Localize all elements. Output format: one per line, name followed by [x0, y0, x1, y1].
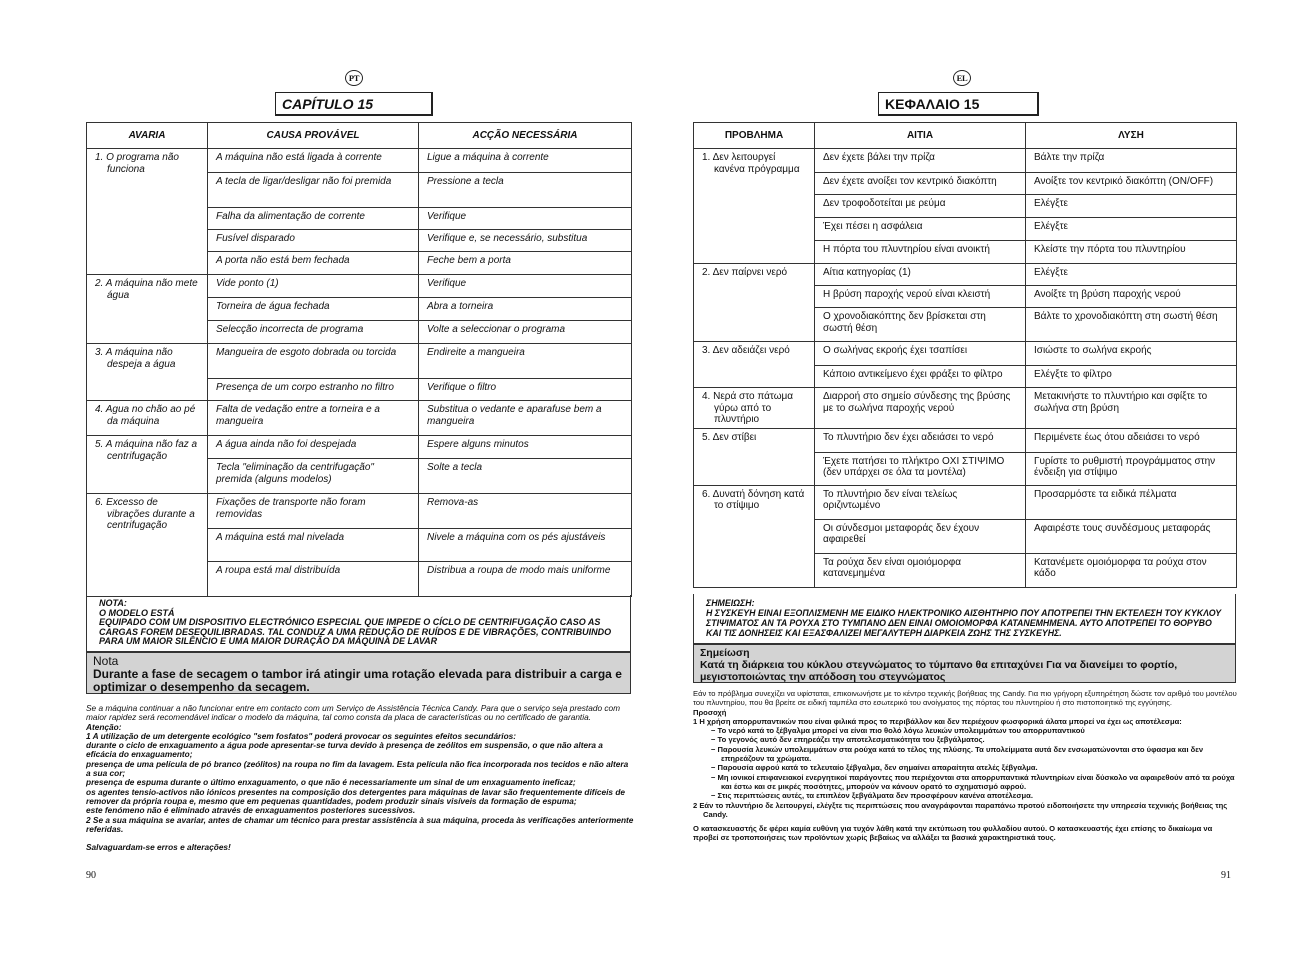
problem-label: 5. A máquina não faz a centrifugação	[95, 439, 198, 462]
cause-cell: Η βρύση παροχής νερού είναι κλειστή	[815, 286, 1026, 308]
action-cell: Κλείστε την πόρτα του πλυντηρίου	[1026, 241, 1237, 264]
page-number: 90	[86, 870, 96, 881]
action-cell: Remova-as	[419, 494, 632, 529]
cause-cell: Torneira de água fechada	[208, 298, 419, 321]
footer-text-el	[693, 689, 1238, 843]
footer-paragraph: os agentes tensio-activos não iónicos presentes na composição dos detergentes para máquinas de lavar são frequentemente difíceis de remover da própria roupa e, mesmo que em pequenas quantidades, podem produzir sinais visíveis da formação de espuma;	[86, 786, 626, 806]
problem-label: 5. Δεν στίβει	[702, 431, 757, 443]
note-text: Κατά τη διάρκεια του κύκλου στεγνώματος το τύμπανο θα επιταχύνει Για να διανείμει το φορτίο, μεγιστοποιώντας την απόδοση του στεγνώματος	[700, 659, 1178, 683]
column-header-problem: ΠΡΟΒΛΗΜΑ	[694, 123, 815, 149]
footer-bullet: − Μη ιονικοί επιφανειακοί ενεργητικοί παράγοντες που περιέχονται στα απορρυπαντικά πλυντηρίων είναι δύσκολο να αφαιρεθούν από τα ρούχα και έστω και σε μικρές ποσότητες, μπορούν να κάνουν ορατό το σχηματισμό αφρού.	[711, 772, 1235, 791]
troubleshooting-table-el	[693, 122, 1237, 588]
problem-cell	[694, 388, 815, 429]
cause-cell: Το πλυντήριο δεν είναι τελείως οριζιντωμένο	[815, 485, 1026, 519]
action-cell: Ανοίξτε τον κεντρικό διακόπτη (ON/OFF)	[1026, 173, 1237, 195]
action-cell: Περιμένετε έως ότου αδειάσει το νερό	[1026, 428, 1237, 452]
cause-cell: Οι σύνδεσμοι μεταφοράς δεν έχουν αφαιρεθεί	[815, 519, 1026, 553]
action-cell: Βάλτε το χρονοδιακόπτη στη σωστή θέση	[1026, 308, 1237, 342]
footer-paragraph: 2 Se a sua máquina se avariar, antes de chamar um técnico para prestar assistência à sua máquina, proceda às verificações anteriormente referidas.	[86, 814, 634, 834]
nota-line: Η ΣΥΣΚΕΥΗ ΕΙΝΑΙ ΕΞΟΠΛΙΣΜΕΝΗ ΜΕ ΕΙΔΙΚΟ ΗΛΕΚΤΡΟΝΙΚΟ ΑΙΣΘΗΤΗΡΙΟ ΠΟΥ ΑΠΟΤΡΕΠΕΙ ΤΗΝ ΕΚΤΕΛΕΣΗ ΤΟΥ ΚΥΚΛΟΥ ΣΤΙΨΙΜΑΤΟΣ ΑΝ ΤΑ ΡΟΥΧΑ ΣΤΟ ΤΥΜΠΑΝΟ ΔΕΝ ΕΙΝΑΙ ΟΜΟΙΟΜΟΡΦΑ ΚΑΤΑΝΕΜΗΜΕΝΑ. ΑΥΤΟ ΑΠΟΤΡΕΠΕΙ ΤΟ ΘΟΡΥΒΟ ΚΑΙ ΤΙΣ ΔΟΝΗΣΕΙΣ ΚΑΙ ΕΞΑΣΦΑΛΙΖΕΙ ΜΕΓΑΛΥΤΕΡΗ ΔΙΑΡΚΕΙΑ ΖΩΗΣ ΤΗΣ ΣΥΣΚΕΥΗΣ.	[706, 608, 1222, 638]
drying-note-pt	[86, 651, 631, 694]
note-title: Nota	[93, 654, 119, 668]
cause-cell: Falha da alimentação de corrente	[208, 208, 419, 230]
action-cell: Κατανέμετε ομοιόμορφα τα ρούχα στον κάδο	[1026, 553, 1237, 587]
cause-cell: Presença de um corpo estranho no filtro	[208, 379, 419, 401]
problem-cell	[694, 428, 815, 485]
chapter-title-pt: CAPÍTULO 15	[275, 92, 433, 116]
column-header-action: ΛΥΣΗ	[1026, 123, 1237, 149]
cause-cell: A porta não está bem fechada	[208, 252, 419, 275]
cause-cell: A tecla de ligar/desligar não foi premida	[208, 173, 419, 208]
cause-cell: Διαρροή στο σημείο σύνδεσης της βρύσης με το σωλήνα παροχής νερού	[815, 388, 1026, 429]
drying-note-el	[693, 643, 1236, 683]
cause-cell: Κάποιο αντικείμενο έχει φράξει το φίλτρο	[815, 366, 1026, 388]
cause-cell: Η πόρτα του πλυντηρίου είναι ανοικτή	[815, 241, 1026, 264]
column-header-cause: ΑΙΤΙΑ	[815, 123, 1026, 149]
cause-cell: Έχει πέσει η ασφάλεια	[815, 218, 1026, 241]
action-cell: Feche bem a porta	[419, 252, 632, 275]
problem-cell	[87, 149, 208, 275]
nota-heading: NOTA:	[99, 598, 127, 608]
cause-cell: Δεν έχετε βάλει την πρίζα	[815, 149, 1026, 173]
cause-cell: Falta de vedação entre a torneira e a mangueira	[208, 401, 419, 436]
problem-cell	[694, 149, 815, 264]
footer-paragraph: 2 Εάν το πλυντήριο δε λειτουργεί, ελέγξτε τις περιπτώσεις που αναγράφονται παραπάνω προτού ειδοποιήσετε την υπηρεσία τεχνικής βοήθειας της Candy.	[693, 800, 1228, 819]
cause-cell: Τα ρούχα δεν είναι ομοιόμορφα κατανεμημένα	[815, 553, 1026, 587]
action-cell: Ελέγξτε	[1026, 195, 1237, 218]
column-header-action: ACÇÃO NECESSÁRIA	[419, 123, 632, 149]
action-cell: Distribua a roupa de modo mais uniforme	[419, 562, 632, 597]
action-cell: Abra a torneira	[419, 298, 632, 321]
problem-label: 3. A máquina não despeja a água	[95, 347, 176, 370]
cause-cell: Αίτια κατηγορίας (1)	[815, 264, 1026, 286]
footer-bullet: − Το γεγονός αυτό δεν επηρεάζει την αποτελεσματικότητα του ξεβγάλματος.	[711, 735, 985, 745]
cause-cell: A máquina está mal nivelada	[208, 529, 419, 562]
nota-box-el	[693, 594, 1236, 644]
problem-label: 6. Δυνατή δόνηση κατά το στίψιμο	[702, 488, 805, 511]
footer-attention: Atenção:	[86, 721, 122, 732]
problem-label: 4. Agua no chão ao pé da máquina	[95, 404, 196, 427]
cause-cell: A água ainda não foi despejada	[208, 436, 419, 459]
action-cell: Προσαρμόστε τα ειδικά πέλματα	[1026, 485, 1237, 519]
table-row	[694, 342, 1237, 366]
table-row	[694, 428, 1237, 452]
cause-cell: Vide ponto (1)	[208, 275, 419, 298]
action-cell: Verifique e, se necessário, substitua	[419, 230, 632, 252]
table-row	[694, 485, 1237, 519]
cause-cell: Ο σωλήνας εκροής έχει τσαπίσει	[815, 342, 1026, 366]
table-row	[87, 275, 632, 298]
action-cell: Volte a seleccionar o programa	[419, 321, 632, 344]
cause-cell: Fusível disparado	[208, 230, 419, 252]
cause-cell: Fixações de transporte não foram removidas	[208, 494, 419, 529]
problem-label: 2. Δεν παίρνει νερό	[702, 267, 788, 278]
action-cell: Αφαιρέστε τους συνδέσμους μεταφοράς	[1026, 519, 1237, 553]
nota-line: O MODELO ESTÁ	[99, 607, 175, 618]
problem-label: 1. Δεν λειτουργεί κανένα πρόγραμμα	[702, 152, 800, 175]
problem-label: 4. Νερά στο πάτωμα γύρω από το πλυντήριο	[702, 391, 794, 425]
chapter-title-el: ΚΕΦΑΛΑΙΟ 15	[878, 92, 1039, 116]
cause-cell: Ο χρονοδιακόπτης δεν βρίσκεται στη σωστή θέση	[815, 308, 1026, 342]
action-cell: Endireite a mangueira	[419, 344, 632, 379]
footer-text-pt	[86, 704, 634, 852]
troubleshooting-table-pt	[86, 122, 632, 597]
table-row	[694, 149, 1237, 173]
cause-cell: Δεν έχετε ανοίξει τον κεντρικό διακόπτη	[815, 173, 1026, 195]
problem-cell	[87, 275, 208, 344]
footer-closing: Ο κατασκευαστής δε φέρει καμία ευθύνη για τυχόν λάθη κατά την εκτύπωση του φυλλαδίου αυτού. Ο κατασκευαστής έχει επίσης το δικαίωμα να προβεί σε τροποποιήσεις των προϊόντων χωρίς βεβαίως να αλλάξει τα βασικά χαρακτηριστικά τους.	[693, 824, 1213, 843]
footer-paragraph: presença de espuma durante o último enxaguamento, o que não é necessariamente um sinal de um enxaguamento ineficaz;	[86, 777, 576, 788]
action-cell: Verifique	[419, 208, 632, 230]
problem-label: 6. Excesso de vibrações durante a centrifugação	[95, 497, 195, 531]
column-header-cause: CAUSA PROVÁVEL	[208, 123, 419, 149]
action-cell: Ανοίξτε τη βρύση παροχής νερού	[1026, 286, 1237, 308]
problem-cell	[87, 494, 208, 597]
problem-label: 3. Δεν αδειάζει νερό	[702, 345, 790, 356]
problem-label: 1. O programa não funciona	[95, 152, 179, 175]
column-header-problem: AVARIA	[87, 123, 208, 149]
nota-line: EQUIPADO COM UM DISPOSITIVO ELECTRÓNICO ESPECIAL QUE IMPEDE O CÍCLO DE CENTRIFUGAÇÃO CASO AS CARGAS FOREM DESEQUILIBRADAS. TAL CONDUZ A UMA REDUÇÃO DE RUÍDOS E DE VIBRAÇÕES, CONTRIBUINDO PARA UM MAIOR SILÊNCIO E UMA MAIOR DURAÇÃO DA MÁQUINA DE LAVAR	[99, 617, 612, 646]
action-cell: Verifique o filtro	[419, 379, 632, 401]
page-number: 91	[1221, 870, 1231, 881]
footer-bullet: − Το νερό κατά το ξέβγαλμα μπορεί να είναι πιο θολό λόγω λευκών υπολειμμάτων του απορρυπαντικού	[711, 726, 1085, 736]
problem-cell	[87, 344, 208, 401]
action-cell: Ελέγξτε	[1026, 264, 1237, 286]
cause-cell: Selecção incorrecta de programa	[208, 321, 419, 344]
footer-paragraph: durante o ciclo de enxaguamento a água pode apresentar-se turva devido à presença de zeólitos em suspensão, o que não altera a eficácia do enxaguamento;	[86, 740, 603, 760]
table-row	[87, 436, 632, 459]
note-text: Durante a fase de secagem o tambor irá atingir uma rotação elevada para distribuir a carga e optimizar o desempenho da secagem.	[93, 667, 622, 694]
action-cell: Substitua o vedante e aparafuse bem a mangueira	[419, 401, 632, 436]
problem-cell	[694, 485, 815, 587]
nota-box-pt	[86, 595, 631, 652]
cause-cell: Έχετε πατήσει το πλήκτρο ΟΧΙ ΣΤΙΨΙΜΟ (δεν υπάρχει σε όλα τα μοντέλα)	[815, 452, 1026, 485]
footer-intro: Εάν το πρόβλημα συνεχίζει να υφίσταται, επικοινωνήστε με το κέντρο τεχνικής βοήθειας της Candy. Για πιο γρήγορη εξυπηρέτηση δώστε τον αριθμό του μοντέλου του πλυντηρίου, που θα βρείτε σε ειδική ταμπέλα στο εσωτερικό του ανοίγματος της πόρτας του πλυντηρίου ή στο πιστοποιητικό της εγγύησης.	[693, 689, 1237, 708]
action-cell: Ελέγξτε	[1026, 218, 1237, 241]
problem-cell	[694, 342, 815, 388]
table-row	[87, 494, 632, 529]
footer-closing: Salvaguardam-se erros e alterações!	[86, 842, 231, 853]
action-cell: Verifique	[419, 275, 632, 298]
footer-bullet: − Στις περιπτώσεις αυτές, τα επιπλέον ξεβγάλματα δεν προσφέρουν κανένα αποτέλεσμα.	[711, 791, 1033, 801]
problem-cell	[694, 264, 815, 342]
action-cell: Solte a tecla	[419, 459, 632, 494]
cause-cell: Δεν τροφοδοτείται με ρεύμα	[815, 195, 1026, 218]
action-cell: Γυρίστε το ρυθμιστή προγράμματος στην ένδειξη για στίψιμο	[1026, 452, 1237, 485]
table-row	[87, 344, 632, 379]
table-row	[87, 401, 632, 436]
cause-cell: Mangueira de esgoto dobrada ou torcida	[208, 344, 419, 379]
problem-cell	[87, 436, 208, 494]
table-row	[694, 388, 1237, 429]
language-badge-el: EL	[953, 70, 971, 86]
action-cell: Ligue a máquina à corrente	[419, 149, 632, 173]
footer-paragraph: este fenómeno não é eliminado através de enxaguamentos posteriores sucessivos.	[86, 805, 416, 816]
footer-attention: Προσοχή	[693, 707, 727, 717]
cause-cell: Tecla "eliminação da centrifugação" premida (alguns modelos)	[208, 459, 419, 494]
action-cell: Μετακινήστε το πλυντήριο και σφίξτε το σωλήνα στη βρύση	[1026, 388, 1237, 429]
action-cell: Βάλτε την πρίζα	[1026, 149, 1237, 173]
cause-cell: Το πλυντήριο δεν έχει αδειάσει το νερό	[815, 428, 1026, 452]
table-row	[694, 264, 1237, 286]
table-row	[87, 149, 632, 173]
footer-bullet: − Παρουσία αφρού κατά το τελευταίο ξέβγαλμα, δεν σημαίνει απαραίτητα ατελές ξέβγαλμα.	[711, 763, 1038, 773]
footer-intro: Se a máquina continuar a não funcionar entre em contacto com um Serviço de Assistência Técnica Candy. Para que o serviço seja prestado com maior rapidez será recomendável indicar o modelo da máquina, tal como consta da placa de características ou no certificado de garantia.	[86, 703, 621, 723]
footer-bullet: − Παρουσία λευκών υπολειμμάτων στα ρούχα κατά το τέλος της πλύσης. Τα υπολείμματα αυτά δεν ενσωματώνονται στο ύφασμα και δεν επηρεάζουν τα χρώματα.	[711, 744, 1204, 764]
nota-heading: ΣΗΜΕΙΩΣΗ:	[706, 598, 755, 608]
note-title: Σημείωση	[700, 647, 750, 659]
footer-paragraph: 1 Η χρήση απορρυπαντικών που είναι φιλικά προς το περιβάλλον και δεν περιέχουν φωσφορικά άλατα μπορεί να έχει ως αποτέλεσμα:	[693, 716, 1182, 726]
action-cell: Ελέγξτε το φίλτρο	[1026, 366, 1237, 388]
problem-cell	[87, 401, 208, 436]
action-cell: Pressione a tecla	[419, 173, 632, 208]
action-cell: Nivele a máquina com os pés ajustáveis	[419, 529, 632, 562]
footer-paragraph: presença de uma película de pó branco (zeólitos) na roupa no fim da lavagem. Esta película não fica incorporada nos tecidos e não altera a sua cor;	[86, 758, 629, 779]
cause-cell: A roupa está mal distribuída	[208, 562, 419, 597]
footer-paragraph: 1 A utilização de um detergente ecológico "sem fosfatos" poderá provocar os seguintes efeitos secundários:	[86, 730, 517, 741]
cause-cell: A máquina não está ligada à corrente	[208, 149, 419, 173]
action-cell: Espere alguns minutos	[419, 436, 632, 459]
problem-label: 2. A máquina não mete água	[95, 278, 198, 301]
action-cell: Ισιώστε το σωλήνα εκροής	[1026, 342, 1237, 366]
language-badge-pt: PT	[345, 70, 363, 86]
